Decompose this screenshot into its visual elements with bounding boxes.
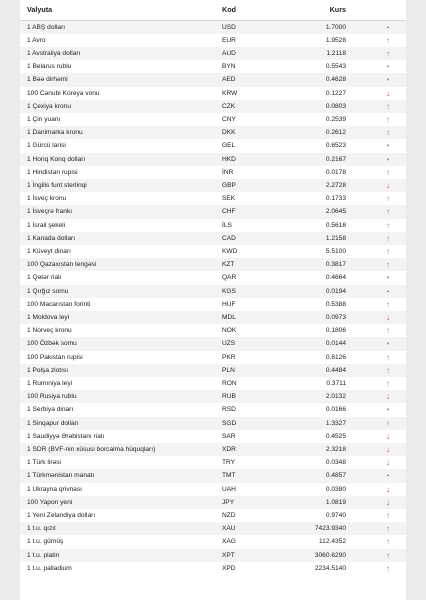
currency-code: RSD <box>222 406 236 414</box>
currency-code: XAU <box>222 525 236 533</box>
table-row <box>20 522 406 535</box>
currency-code: UAH <box>222 485 236 493</box>
dot-icon: • <box>386 286 390 296</box>
currency-rate: 0.5388 <box>325 300 346 308</box>
currency-name: 1 Küveyt dinarı <box>27 247 71 255</box>
table-row <box>20 496 406 509</box>
currency-name: 1 Honq Konq dolları <box>27 155 86 163</box>
currency-code: CHF <box>222 208 236 216</box>
arrow-up-icon: ↑ <box>386 563 390 573</box>
table-row <box>20 179 406 192</box>
header-rate[interactable]: Kurs <box>276 0 370 20</box>
currency-code: AUD <box>222 49 236 57</box>
currency-rate: 0.0166 <box>325 406 346 414</box>
table-row <box>20 245 406 258</box>
currency-rate: 2.3218 <box>325 446 346 453</box>
currency-name: 1 Kanada dolları <box>27 234 76 242</box>
currency-code: UZS <box>222 340 236 348</box>
currency-rate: 0.1733 <box>325 195 346 203</box>
currency-code: GEL <box>222 142 236 150</box>
currency-rate: 0.0803 <box>325 102 346 110</box>
currency-rate: 3060.6290 <box>314 551 346 559</box>
currency-rate: 0.4857 <box>325 472 346 480</box>
dot-icon: • <box>386 273 390 283</box>
currency-name: 1 ABŞ dolları <box>27 23 66 31</box>
currency-code: SAR <box>222 432 236 440</box>
currency-code: XDR <box>222 446 236 453</box>
arrow-up-icon: ↑ <box>386 167 390 177</box>
table-row <box>20 285 406 298</box>
table-row <box>20 417 406 430</box>
arrow-up-icon: ↑ <box>386 207 390 217</box>
table-row <box>20 443 406 456</box>
currency-rate: 1.7000 <box>325 23 346 31</box>
arrow-up-icon: ↑ <box>386 326 390 336</box>
dot-icon: • <box>386 141 390 151</box>
currency-code: SEK <box>222 195 236 203</box>
table-row <box>20 430 406 443</box>
arrow-down-icon: ↓ <box>386 392 390 402</box>
currency-code: DKK <box>222 129 236 137</box>
currency-code: CAD <box>222 234 236 242</box>
dot-icon: • <box>386 62 390 72</box>
table-row <box>20 73 406 86</box>
table-row <box>20 456 406 469</box>
table-row <box>20 549 406 562</box>
table-row <box>20 298 406 311</box>
table-row <box>20 153 406 166</box>
table-row <box>20 205 406 218</box>
arrow-down-icon: ↓ <box>386 497 390 507</box>
currency-name: 1 Sinqapur dolları <box>27 419 79 427</box>
currency-code: NZD <box>222 512 236 520</box>
table-row <box>20 364 406 377</box>
currency-name: 1 Moldova leyi <box>27 313 70 321</box>
currency-name: 1 İsveçrə frankı <box>27 208 73 216</box>
currency-name: 1 Polşa zlotısı <box>27 366 69 374</box>
arrow-up-icon: ↑ <box>386 48 390 58</box>
currency-name: 1 t.u. platin <box>27 551 60 559</box>
table-row <box>20 20 406 34</box>
currency-rate: 2234.5140 <box>314 564 346 572</box>
currency-code: CNY <box>222 115 236 123</box>
currency-rate: 0.0348 <box>325 459 346 467</box>
table-row <box>20 60 406 73</box>
currency-name: 100 Cənubi Koreya vonu <box>27 89 100 97</box>
currency-rate: 0.2167 <box>325 155 346 163</box>
table-row <box>20 113 406 126</box>
arrow-up-icon: ↑ <box>386 35 390 45</box>
currency-name: 1 Çin yuanı <box>27 115 61 123</box>
table-row <box>20 139 406 152</box>
arrow-down-icon: ↓ <box>386 445 390 454</box>
currency-code: JPY <box>222 498 235 506</box>
currency-name: 1 t.u. gümüş <box>27 538 64 546</box>
arrow-down-icon: ↓ <box>386 484 390 494</box>
currency-name: 1 Türk lirəsi <box>27 459 61 467</box>
currency-rate: 0.4628 <box>325 76 346 84</box>
dot-icon: • <box>386 75 390 85</box>
table-row <box>20 271 406 284</box>
currency-name: 1 Bəə dirhəmi <box>27 76 68 84</box>
currency-code: QAR <box>222 274 237 282</box>
currency-rate: 0.4484 <box>325 366 346 374</box>
arrow-up-icon: ↑ <box>386 299 390 309</box>
table-row <box>20 219 406 232</box>
arrow-up-icon: ↑ <box>386 128 390 138</box>
currency-name: 1 Yeni Zelandiya dolları <box>27 512 96 520</box>
currency-rate: 1.2158 <box>325 234 346 242</box>
currency-rates-panel <box>20 0 406 600</box>
arrow-up-icon: ↑ <box>386 101 390 111</box>
arrow-up-icon: ↑ <box>386 365 390 375</box>
arrow-up-icon: ↑ <box>386 114 390 124</box>
currency-code: PKR <box>222 353 236 361</box>
currency-code: XAG <box>222 538 236 546</box>
currency-name: 1 Qətər rialı <box>27 274 62 282</box>
currency-name: 1 İsrail şekeli <box>27 221 66 229</box>
currency-name: 1 Serbiya dinarı <box>27 406 74 414</box>
currency-rate: 0.5618 <box>325 221 346 229</box>
arrow-down-icon: ↓ <box>386 312 390 322</box>
currency-name: 1 Qırğız somu <box>27 287 69 295</box>
currency-rate: 0.3817 <box>325 261 346 269</box>
currency-name: 1 Danimarka kronu <box>27 129 83 137</box>
currency-rate: 1.0819 <box>325 498 346 506</box>
currency-rate: 1.9528 <box>325 36 346 44</box>
table-row <box>20 100 406 113</box>
currency-rate: 2.2728 <box>325 181 346 189</box>
currency-rate: 0.2612 <box>325 129 346 137</box>
dot-icon: • <box>386 405 390 415</box>
dot-icon: • <box>386 154 390 164</box>
currency-code: KRW <box>222 89 238 97</box>
table-row <box>20 377 406 390</box>
table-row <box>20 311 406 324</box>
currency-code: AED <box>222 76 236 84</box>
table-row <box>20 192 406 205</box>
currency-rate: 0.0380 <box>325 485 346 493</box>
currency-name: 1 Avstraliya dolları <box>27 49 81 57</box>
currency-code: GBP <box>222 181 236 189</box>
currency-code: RUB <box>222 393 236 401</box>
currency-rate: 0.3711 <box>326 379 346 387</box>
currency-code: EUR <box>222 36 236 44</box>
arrow-up-icon: ↑ <box>386 537 390 547</box>
currency-name: 1 t.u. qızıl <box>27 525 56 533</box>
currency-code: BYN <box>222 63 236 71</box>
currency-code: TMT <box>222 472 236 480</box>
currency-rate: 0.0178 <box>325 168 346 176</box>
currency-name: 1 Gürcü larisi <box>27 142 66 150</box>
currency-code: SGD <box>222 419 237 427</box>
table-row <box>20 483 406 496</box>
currency-name: 1 Norveç kronu <box>27 327 72 335</box>
currency-name: 1 t.u. palladium <box>27 564 72 572</box>
table-row <box>20 562 406 575</box>
currency-rate: 0.9740 <box>325 512 346 520</box>
arrow-down-icon: ↓ <box>386 431 390 441</box>
arrow-up-icon: ↑ <box>386 194 390 204</box>
currency-code: RON <box>222 379 237 387</box>
currency-name: 100 Özbək somu <box>27 340 77 348</box>
currency-code: USD <box>222 23 236 31</box>
table-row <box>20 351 406 364</box>
currency-name: 1 İngilis funt sterlinqi <box>27 181 87 189</box>
table-header <box>20 0 406 20</box>
currency-code: KWD <box>222 247 238 255</box>
arrow-up-icon: ↑ <box>386 418 390 428</box>
currency-code: XPD <box>222 564 236 572</box>
currency-code: HUF <box>222 300 236 308</box>
currency-code: KZT <box>222 261 235 269</box>
arrow-up-icon: ↑ <box>386 233 390 243</box>
currency-rate: 0.1227 <box>325 89 346 97</box>
currency-rate: 2.0132 <box>325 393 346 401</box>
arrow-up-icon: ↑ <box>386 260 390 270</box>
currency-code: İLS <box>222 221 232 229</box>
currency-name: 1 Avro <box>27 36 46 44</box>
currency-name: 1 Belarus rublu <box>27 63 72 71</box>
table-row <box>20 324 406 337</box>
currency-name: 1 Türkmənistan manatı <box>27 472 95 480</box>
table-row <box>20 87 406 100</box>
currency-rate: 0.6523 <box>325 142 346 150</box>
arrow-down-icon: ↓ <box>386 180 390 190</box>
dot-icon: • <box>386 339 390 349</box>
table-row <box>20 126 406 139</box>
currency-rate: 2.0645 <box>325 208 346 216</box>
currency-rate: 0.0973 <box>325 313 346 321</box>
currency-name: 1 İsveç kronu <box>27 195 67 203</box>
currency-name: 1 Rumıniya leyi <box>27 379 73 387</box>
currency-name: 1 Hindistan rupisi <box>27 168 78 176</box>
currency-code: MDL <box>222 313 236 321</box>
currency-name: 1 Çexiya kronu <box>27 102 71 110</box>
dot-icon: • <box>386 22 390 32</box>
currency-rate: 0.1806 <box>325 327 346 335</box>
arrow-up-icon: ↑ <box>386 220 390 230</box>
currency-name: 100 Macarıstan forinti <box>27 300 91 308</box>
currency-name: 100 Qazaxıstan tengəsi <box>27 261 97 269</box>
currency-code: İNR <box>222 168 234 176</box>
arrow-up-icon: ↑ <box>386 246 390 256</box>
header-trend <box>370 0 406 20</box>
header-currency[interactable]: Valyuta <box>20 0 220 20</box>
currency-name: 100 Yapon yeni <box>27 498 73 506</box>
table-row <box>20 337 406 350</box>
currency-rate: 5.5100 <box>325 247 346 255</box>
header-code[interactable]: Kod <box>220 0 276 20</box>
table-row <box>20 469 406 482</box>
currency-code: KGS <box>222 287 236 295</box>
table-row <box>20 509 406 522</box>
currency-name: 100 Rusiya rublu <box>27 393 77 401</box>
currency-rate: 0.2539 <box>325 115 346 123</box>
currency-rate: 1.2118 <box>326 49 346 57</box>
currency-rate: 0.4664 <box>325 274 346 282</box>
arrow-down-icon: ↓ <box>386 88 390 98</box>
currency-name: 100 Pakistan rupisi <box>27 353 83 361</box>
table-row <box>20 535 406 548</box>
currency-rates-table <box>20 0 406 575</box>
table-row <box>20 258 406 271</box>
table-row <box>20 390 406 403</box>
currency-code: HKD <box>222 155 236 163</box>
currency-rate: 7423.9340 <box>314 525 346 533</box>
arrow-down-icon: ↓ <box>386 458 390 468</box>
currency-rate: 0.4525 <box>325 432 346 440</box>
table-row <box>20 47 406 60</box>
currency-code: NOK <box>222 327 237 335</box>
table-row <box>20 403 406 416</box>
arrow-up-icon: ↑ <box>386 524 390 534</box>
table-row <box>20 34 406 47</box>
currency-name: 1 Ukrayna qrivnası <box>27 485 82 493</box>
currency-rate: 112.4352 <box>318 538 346 546</box>
dot-icon: • <box>386 471 390 481</box>
currency-rate: 0.0194 <box>325 287 346 295</box>
currency-code: TRY <box>222 459 236 467</box>
currency-name: 1 Saudiyyə Ərəbistanı rialı <box>27 432 105 440</box>
currency-rate: 1.3327 <box>325 419 346 427</box>
currency-rate: 0.0144 <box>325 340 346 348</box>
table-body <box>20 20 406 575</box>
table-row <box>20 166 406 179</box>
currency-rate: 0.6126 <box>325 353 346 361</box>
currency-name: 1 SDR (BVF-nin xüsusi borcalma hüquqları) <box>27 446 156 453</box>
arrow-up-icon: ↑ <box>386 378 390 388</box>
arrow-up-icon: ↑ <box>386 511 390 521</box>
currency-code: PLN <box>222 366 235 374</box>
table-row <box>20 232 406 245</box>
currency-code: CZK <box>222 102 236 110</box>
currency-code: XPT <box>222 551 235 559</box>
currency-rate: 0.5543 <box>325 63 346 71</box>
arrow-up-icon: ↑ <box>386 550 390 560</box>
arrow-up-icon: ↑ <box>386 352 390 362</box>
